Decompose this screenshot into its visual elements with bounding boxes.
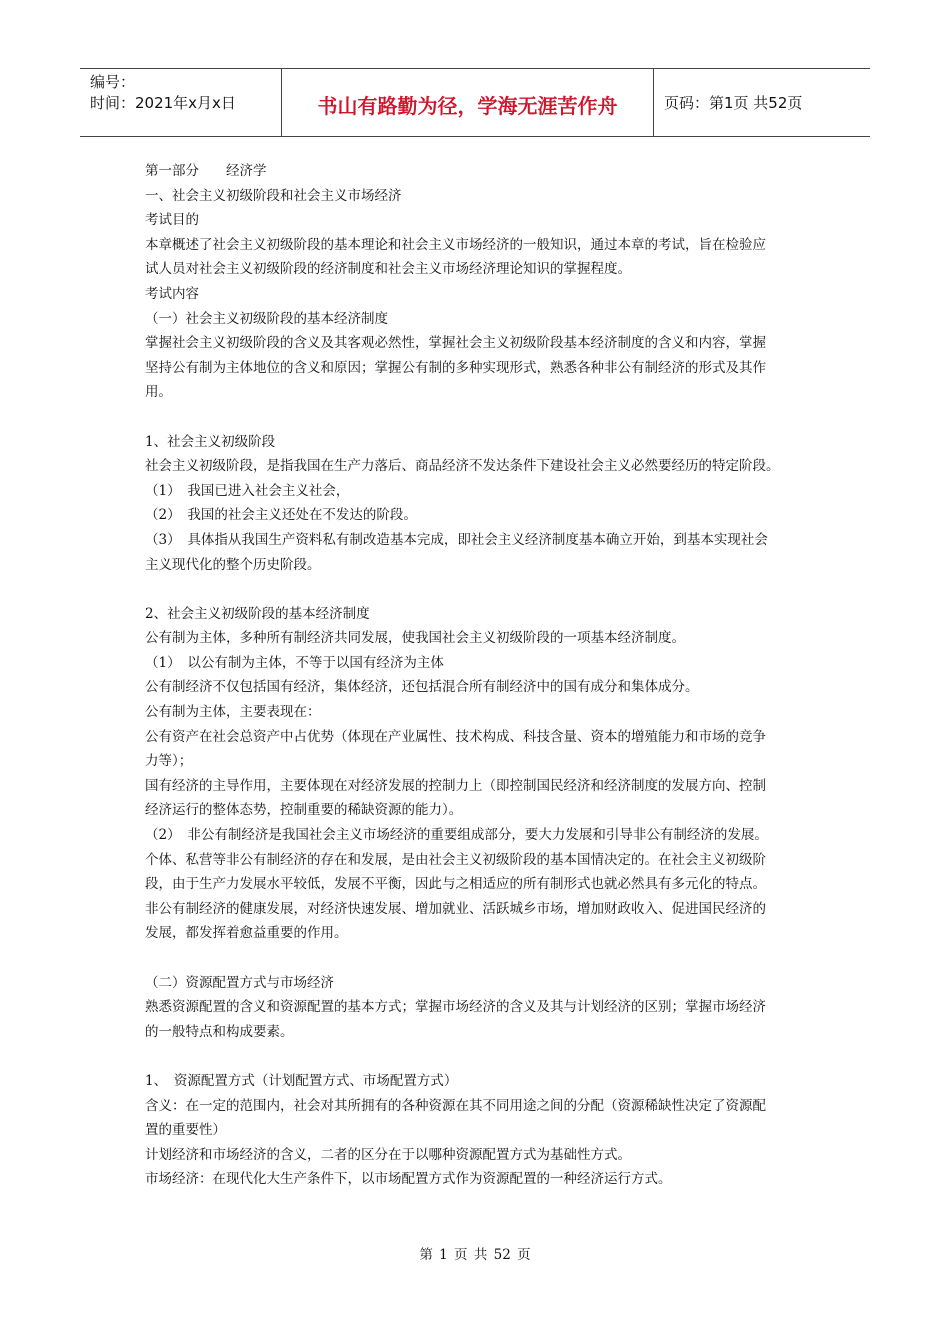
body-paragraph: 熟悉资源配置的含义和资源配置的基本方式；掌握市场经济的含义及其与计划经济的区别；掌握市场经济 — [145, 999, 766, 1016]
body-paragraph: 市场经济：在现代化大生产条件下，以市场配置方式作为资源配置的一种经济运行方式。 — [145, 1171, 672, 1188]
time-label: 时间：2021年x月x日 — [90, 94, 236, 112]
page-footer: 第 1 页 共 52 页 — [419, 1247, 531, 1263]
body-paragraph: 2、社会主义初级阶段的基本经济制度 — [145, 605, 370, 622]
body-paragraph: 掌握社会主义初级阶段的含义及其客观必然性，掌握社会主义初级阶段基本经济制度的含义和内容，掌握 — [145, 335, 766, 352]
body-paragraph: 1、 资源配置方式（计划配置方式、市场配置方式） — [145, 1072, 458, 1089]
body-paragraph: 本章概述了社会主义初级阶段的基本理论和社会主义市场经济的一般知识，通过本章的考试，旨在检验应 — [145, 236, 766, 253]
document-header — [80, 68, 870, 137]
document-body — [145, 159, 810, 1192]
body-paragraph: 公有制为主体，多种所有制经济共同发展，使我国社会主义初级阶段的一项基本经济制度。 — [145, 630, 685, 647]
body-paragraph: 1、社会主义初级阶段 — [145, 433, 276, 450]
body-paragraph: 用。 — [145, 384, 172, 401]
header-page-info: 页码：第1页 共52页 — [664, 94, 803, 112]
body-paragraph: （1） 我国已进入社会主义社会， — [145, 482, 350, 499]
body-paragraph: 的一般特点和构成要素。 — [145, 1023, 294, 1040]
body-paragraph: 力等）； — [145, 753, 193, 770]
body-paragraph: 公有制经济不仅包括国有经济，集体经济，还包括混合所有制经济中的国有成分和集体成分。 — [145, 679, 699, 696]
body-paragraph: 个体、私营等非公有制经济的存在和发展，是由社会主义初级阶段的基本国情决定的。在社会主义初级阶 — [145, 851, 766, 868]
header-meta — [80, 69, 282, 136]
body-paragraph: 计划经济和市场经济的含义，二者的区分在于以哪种资源配置方式为基础性方式。 — [145, 1146, 631, 1163]
number-label: 编号： — [90, 73, 136, 91]
body-paragraph: （一）社会主义初级阶段的基本经济制度 — [145, 310, 388, 327]
body-paragraph: 公有制为主体，主要表现在： — [145, 704, 321, 721]
body-paragraph: （2） 非公有制经济是我国社会主义市场经济的重要组成部分，要大力发展和引导非公有制经济的发展。 — [145, 827, 768, 844]
blank-line — [145, 577, 810, 602]
body-paragraph: 公有资产在社会总资产中占优势（体现在产业属性、技术构成、科技含量、资本的增殖能力和市场的竞争 — [145, 728, 766, 745]
body-paragraph: （二）资源配置方式与市场经济 — [145, 974, 334, 991]
body-paragraph: 社会主义初级阶段，是指我国在生产力落后、商品经济不发达条件下建设社会主义必然要经历的特定阶段。 — [145, 458, 780, 475]
header-motto: 书山有路勤为径，学海无涯苦作舟 — [282, 69, 654, 136]
body-paragraph: （3） 具体指从我国生产资料私有制改造基本完成，即社会主义经济制度基本确立开始，到基本实现社会 — [145, 531, 768, 548]
body-paragraph: 置的重要性） — [145, 1122, 226, 1139]
blank-line — [145, 1044, 810, 1069]
body-paragraph: 发展，都发挥着愈益重要的作用。 — [145, 925, 348, 942]
body-paragraph: 经济运行的整体态势，控制重要的稀缺资源的能力）。 — [145, 802, 463, 819]
body-paragraph: 坚持公有制为主体地位的含义和原因；掌握公有制的多种实现形式，熟悉各种非公有制经济的形式及其作 — [145, 359, 766, 376]
body-paragraph: 试人员对社会主义初级阶段的经济制度和社会主义市场经济理论知识的掌握程度。 — [145, 261, 631, 278]
body-paragraph: 主义现代化的整个历史阶段。 — [145, 556, 321, 573]
body-paragraph: 一、社会主义初级阶段和社会主义市场经济 — [145, 187, 402, 204]
blank-line — [145, 405, 810, 430]
body-paragraph: 国有经济的主导作用，主要体现在对经济发展的控制力上（即控制国民经济和经济制度的发展方向、控制 — [145, 777, 766, 794]
body-paragraph: 第一部分 经济学 — [145, 163, 267, 179]
body-paragraph: 考试目的 — [145, 212, 199, 229]
body-paragraph: 段，由于生产力发展水平较低，发展不平衡，因此与之相适应的所有制形式也就必然具有多元化的特点。 — [145, 876, 766, 893]
body-paragraph: 含义：在一定的范围内，社会对其所拥有的各种资源在其不同用途之间的分配（资源稀缺性决定了资源配 — [145, 1097, 766, 1114]
body-paragraph: 考试内容 — [145, 285, 199, 302]
blank-line — [145, 946, 810, 971]
body-paragraph: 非公有制经济的健康发展，对经济快速发展、增加就业、活跃城乡市场，增加财政收入、促进国民经济的 — [145, 900, 766, 917]
body-paragraph: （1） 以公有制为主体，不等于以国有经济为主体 — [145, 654, 444, 671]
body-paragraph: （2） 我国的社会主义还处在不发达的阶段。 — [145, 507, 417, 524]
